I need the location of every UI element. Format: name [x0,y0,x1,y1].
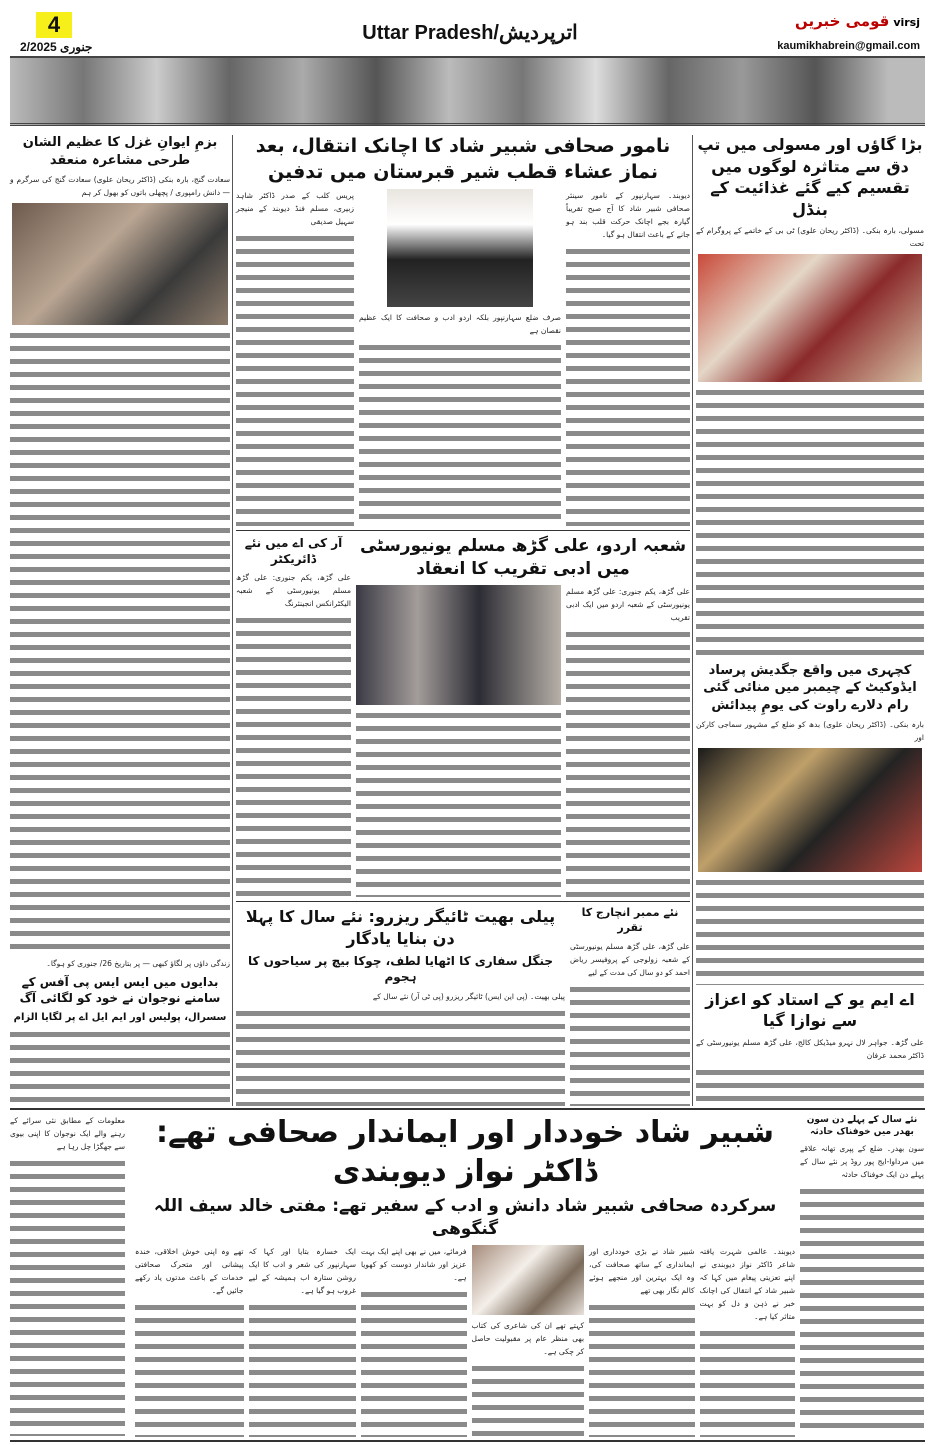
tribute-col3-text: کہتے تھے ان کی شاعری کی کتاب بھی منظر عام پر مقبولیت حاصل کر چکی ہے۔ [471,1320,585,1356]
tb-photo [698,254,922,382]
rki-lead: علی گڑھ، یکم جنوری: علی گڑھ مسلم یونیورسٹی کے شعبہ الیکٹرانکس انجینئرنگ [236,573,351,609]
amu-teacher-headline: اے ایم یو کے استاد کو اعزاز سے نوازا گیا [705,989,915,1031]
shabbir-death-col1 [566,189,690,526]
shabbir-death-col2-text: صرف ضلع سہارنپور بلکہ اردو ادب و صحافت کا ایک عظیم نقصان ہے [359,313,561,336]
shabbir-death-headline: نامور صحافی شبیر شاد کا اچانک انتقال، بعد نماز عشاء قطب شیر قبرستان میں تدفین [255,135,671,183]
amu-urdu-col2 [356,585,561,897]
mushaira-photo [12,203,228,325]
mushaira-intro: سعادت گنج، بارہ بنکی (ڈاکٹر ریحان علوی) سعادت گنج کی سرگرم و — دانش رامپوری / پچھلی باتوں کو بھول کر ہم [10,175,230,198]
issue-date: 2/جنوری 2025 [20,40,93,54]
budaun-body [10,1028,230,1106]
shabbir-death-col1-fill [566,245,690,526]
pilibhit-headline: پیلی بھیت ٹائیگر ریزرو: نئے سال کا پہلا دن بنایا یادگار [245,907,556,948]
mushaira-poet: دانش رامپوری [175,188,221,198]
member-story [570,906,690,1106]
tribute-col3-fill [472,1362,585,1437]
tribute-col2-text: شبیر شاد نے بڑی خودداری اور ایمانداری کے ساتھ صحافت کی، وہ ایک بہترین اور منجھے ہوئے کالم نگار بھی تھے [589,1246,695,1295]
divider [10,1440,925,1442]
logo-mark: virsj [893,16,920,29]
budaun-subheadline: سسرال، پولیس اور ایم ایل اے پر لگایا الزام [13,1011,227,1023]
left-column [10,134,230,1106]
tribute-col2-fill [589,1301,695,1437]
sonbhadra-headline: نئے سال کے پہلے دن سون بھدر میں خوفناک حادثہ [806,1115,918,1138]
sonbhadra-lead: سون بھدر۔ ضلع کے پپری تھانہ علاقے میں مرداوا-ایج پور روڈ پر نئے سال کے پہلے دن ایک خوفناک حادثہ [800,1144,924,1180]
rki-headline: آر کی اے میں نئے ڈائریکٹر [244,536,343,567]
shabbir-shad-photo [387,189,533,307]
pilibhit-section [236,906,690,1106]
sonbhadra-story [800,1114,924,1436]
pilibhit-story [236,906,565,1106]
amu-urdu-lead: علی گڑھ، یکم جنوری: علی گڑھ مسلم یونیورسٹی کے شعبہ اردو میں ایک ادبی تقریب [566,586,690,622]
rki-story [236,535,351,897]
column-divider [232,135,233,1106]
tribute-col6-fill [135,1301,244,1437]
amu-urdu-col2-fill [356,709,561,897]
mushaira-headline: بزمِ ایوانِ غزل کا عظیم الشان طرحی مشاعرہ منعقد [22,135,218,168]
mushaira-body [10,329,230,953]
column-divider [692,135,693,1106]
middle-region [236,134,690,1106]
tb-body [696,386,924,657]
right-column [696,134,924,1106]
tb-headline: بڑا گاؤں اور مسولی میں تپ دق سے متاثرہ لوگوں میں تقسیم کیے گئے غذائیت کے بنڈل [697,135,923,219]
tribute-col1-fill [700,1327,795,1437]
newspaper-logo [780,12,920,30]
tribute-headline: شبیر شاد خوددار اور ایماندار صحافی تھے: ڈاکٹر نواز دیوبندی [155,1115,775,1189]
tribute-col5-fill [249,1301,357,1437]
divider [10,1108,925,1110]
pilibhit-body [236,1007,565,1106]
amu-teacher-body [696,1066,924,1106]
contact-email: kaumikhabrein@gmail.com [777,40,920,52]
shabbir-death-lead: دیوبند۔ سہارنپور کے نامور سینئر صحافی شبیر شاد کا آج صبح تقریباً گیارہ بجے اچانک حرکت قلب بند ہو جانے کے باعث انتقال ہو گیا۔ [566,191,690,240]
tribute-col2 [589,1245,695,1437]
tribute-col4-text: فرمائے، میں نے بھی اپنے ایک بہت عزیز اور شاندار دوست کو کھویا ہے۔ [361,1246,467,1282]
tribute-columns [135,1245,795,1437]
amu-teacher-lead: علی گڑھ۔ جواہر لال نہرو میڈیکل کالج، علی گڑھ مسلم یونیورسٹی کے ڈاکٹر محمد عرفان [696,1038,924,1060]
mushaira-verse: پچھلی باتوں کو بھول کر ہم [81,188,168,198]
amu-urdu-col1 [566,585,690,897]
tribute-col5-text: ایک خسارہ بتایا اور کہا کہ سہارنپور کی شعر و ادب کا ایک روشن ستارہ اب ہمیشہ کے لیے غروب ہو گیا ہے۔ [248,1246,357,1295]
page-title: Uttar Pradesh/اترپردیش [362,22,578,44]
amu-urdu-headline: شعبہ اردو، علی گڑھ مسلم یونیورسٹی میں ادبی تقریب کا انعقاد [359,536,687,579]
budaun-headline: بدایوں میں ایس ایس پی آفس کے سامنے نوجوان نے خود کو لگائی آگ [19,975,221,1006]
amu-section [236,535,690,897]
tribute-col4-fill [361,1288,467,1437]
tribute-col1-text: دیوبند۔ عالمی شہرت یافتہ شاعر ڈاکٹر نواز دیوبندی نے اپنے تعزیتی پیغام میں کہا کہ شبیر شاد کے انتقال کی اچانک خبر نے ذہن و دل کو بہت متاثر کیا ہے۔ [699,1246,795,1321]
shabbir-death-columns [236,189,690,526]
amu-urdu-story [356,535,690,897]
tribute-col3 [472,1245,585,1437]
shabbir-death-col3-text: پریس کلب کے صدر ڈاکٹر شاہد زبیری، مسلم فنڈ دیوبند کے منیجر سہیل صدیقی [236,191,354,227]
amu-urdu-photo [356,585,561,705]
rawat-headline: کچہری میں واقع جگدیش پرساد ایڈوکیٹ کے چیمبر میں منائی گئی رام دلارے راوت کی یومِ پیدائش [703,662,917,713]
shabbir-death-col3-fill [236,232,354,526]
tribute-col6-text: تھے وہ اپنی خوش اخلاقی، خندہ پیشانی اور متحرک صحافتی خدمات کے باعث مدتوں یاد رکھے جائیں گے۔ [134,1246,244,1295]
shabbir-death-col2 [359,189,561,526]
budaun-continued [10,1114,125,1436]
tribute-col1 [700,1245,795,1437]
shabbir-death-col3 [236,189,354,526]
pilibhit-lead: پیلی بھیت۔ (پی این ایس) ٹائیگر ریزرو (پی ٹی آر) نئے سال کے [372,991,565,1001]
rawat-body [696,876,924,985]
tribute-subheadline: سرکردہ صحافی شبیر شاد دانش و ادب کے سفیر تھے: مفتی خالد سیف اللہ گنگوھی [153,1196,777,1239]
rki-body [236,614,351,897]
shabbir-death-col2-fill [359,341,561,526]
sonbhadra-body [800,1185,924,1436]
tb-lead: مسولی، بارہ بنکی۔ (ڈاکٹر ریحان علوی) ٹی بی کے خاتمے کے پروگرام کے تحت [696,226,924,249]
tribute-col4 [361,1245,467,1437]
member-headline: نئے ممبر انچارج کا تقرر [581,906,679,934]
budaun-body-cont [10,1157,125,1436]
mushaira-tail: زندگی داؤں پر لگاؤ کبھی — پر بتاریخ 26/ جنوری کو ہوگا۔ [46,959,230,969]
divider [236,530,690,531]
pilibhit-subheadline: جنگل سفاری کا اٹھایا لطف، چوکا بیچ پر سیاحوں کا ہجوم [247,954,554,985]
logo-text: قومی خبریں [795,12,890,30]
tribute-col5 [249,1245,357,1437]
rawat-lead: بارہ بنکی۔ (ڈاکٹر ریحان علوی) بدھ کو ضلع کے مشہور سماجی کارکن اور [696,720,924,743]
tribute-col6 [135,1245,244,1437]
landmarks-banner-image [10,56,925,126]
page-number: 4 [36,12,72,38]
shabbir-death-story [236,134,690,526]
divider [236,901,690,902]
amu-urdu-columns [356,585,690,897]
tribute-photo [472,1245,585,1315]
member-lead: علی گڑھ، علی گڑھ مسلم یونیورسٹی کے شعبہ زولوجی کے پروفیسر ریاض احمد کو دو سال کی مدت کے لیے [570,941,690,977]
rawat-photo [698,748,922,872]
tribute-story [135,1113,795,1437]
budaun-lead: معلومات کے مطابق نئی سرائے کے رہنے والے ایک نوجوان کا اپنی بیوی سے جھگڑا چل رہا ہے [10,1116,125,1151]
amu-urdu-col1-fill [566,628,690,897]
mushaira-lead: سعادت گنج، بارہ بنکی (ڈاکٹر ریحان علوی) سعادت گنج کی سرگرم و [10,175,230,185]
member-body [570,983,690,1106]
